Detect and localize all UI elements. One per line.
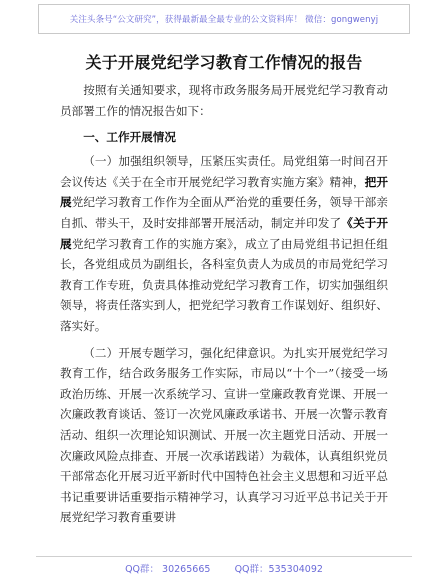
header-banner xyxy=(38,4,410,34)
bold-text: 《关于开展 xyxy=(60,215,388,251)
banner-text: 关注头条号“公文研究”，获得最新最全最专业的公文资料库！ 微信：gongwenyj xyxy=(69,15,379,25)
paragraph-study: （二）开展专题学习，强化纪律意识。为扎实开展党纪学习教育工作，结合政务服务工作实际，市局以“十个一”（接受一场政治历练、开展一次系统学习、宣讲一堂廉政教育党课、开展一次廉政教育谈话、签订一次党风廉政承诺书、开展一次警示教育活动、组织一次理论知识测试、开展一次主题党日活动、开展一次廉政风险点排查、开展一次承诺践诺）为载体，认真组织党员干部常态化开展习近平新时代中国特色社会主义思想和习近平总书记重要讲话重要指示精神学习，认真学习习近平总书记关于开展党纪学习教育重要讲 xyxy=(60,345,388,525)
document-title: 关于开展党纪学习教育工作情况的报告 xyxy=(85,53,363,72)
paragraph-text: 党纪学习教育工作作为全面从严治党的重要任务，领导干部亲自抓、带头干，及时安排部署开展活动，制定并印发了 xyxy=(60,195,388,230)
intro-paragraph: 按照有关通知要求，现将市政务服务局开展党纪学习教育动员部署工作的情况报告如下： xyxy=(60,83,388,118)
paragraph-text: 党纪学习教育工作的实施方案》，成立了由局党组书记担任组长，各党组成员为副组长，各科室负责人为成员的市局党纪学习教育工作专班，负责具体推动党纪学习教育工作，切实加强组织领导，将责任落实到人，把党纪学习教育工作谋划好、组织好、落实好。 xyxy=(60,236,388,333)
paragraph-organization xyxy=(60,151,388,336)
footer-contact: QQ群： 30265665 QQ群：535304092 xyxy=(125,564,323,575)
footer-divider xyxy=(36,556,412,557)
paragraph-text: （一）加强组织领导，压紧压实责任。局党组第一时间召开会议传达《关于在全市开展党纪学习教育实施方案》精神， xyxy=(60,154,388,189)
bold-text: 把开展 xyxy=(60,174,388,210)
document-body xyxy=(60,80,388,528)
section-heading: 一、工作开展情况 xyxy=(83,130,176,145)
